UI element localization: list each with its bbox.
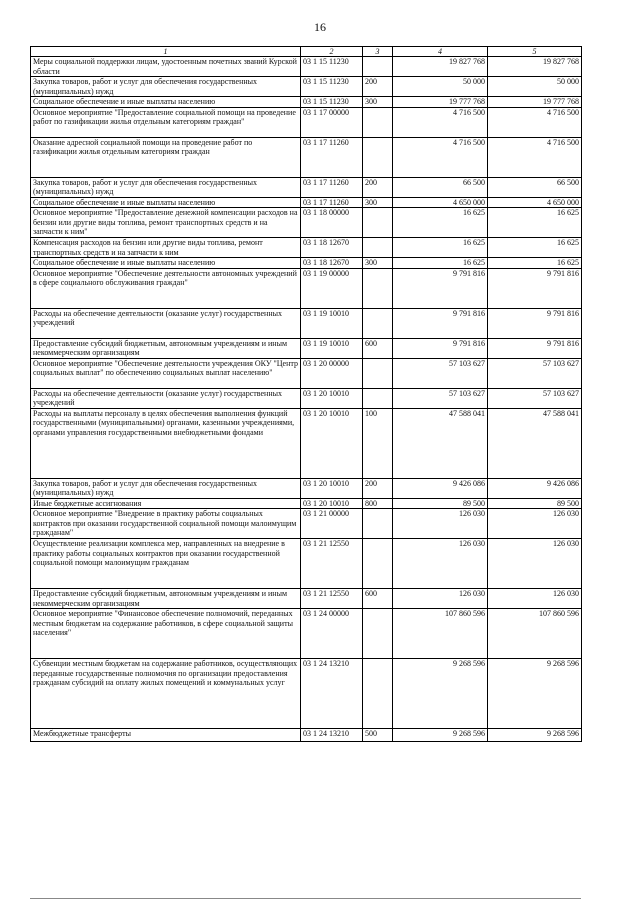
row-expense-type <box>363 388 393 408</box>
row-expense-type: 300 <box>363 97 393 108</box>
table-row <box>31 177 582 197</box>
row-value-year2: 89 500 <box>488 498 582 509</box>
row-value-year2: 126 030 <box>488 509 582 539</box>
row-value-year2: 57 103 627 <box>488 388 582 408</box>
row-value-year2: 4 650 000 <box>488 197 582 208</box>
row-expense-type <box>363 208 393 238</box>
header-col-1: 1 <box>31 47 301 57</box>
row-expense-type: 200 <box>363 478 393 498</box>
row-expense-type <box>363 539 393 589</box>
row-expense-type: 100 <box>363 408 393 478</box>
table-row <box>31 589 582 609</box>
table-row <box>31 258 582 269</box>
row-expense-type <box>363 659 393 729</box>
row-value-year2: 9 426 086 <box>488 478 582 498</box>
row-value-year2: 9 791 816 <box>488 338 582 358</box>
table-row <box>31 509 582 539</box>
row-value-year2: 107 860 596 <box>488 609 582 659</box>
header-col-2: 2 <box>301 47 363 57</box>
row-code: 03 1 17 11260 <box>301 197 363 208</box>
row-value-year2: 19 777 768 <box>488 97 582 108</box>
row-code: 03 1 19 00000 <box>301 268 363 308</box>
table-row <box>31 609 582 659</box>
row-expense-type <box>363 609 393 659</box>
row-name: Расходы на обеспечение деятельности (оказание услуг) государственных учреждений <box>31 388 301 408</box>
table-row <box>31 197 582 208</box>
budget-table <box>30 46 582 742</box>
row-value-year1: 16 625 <box>393 238 488 258</box>
row-value-year1: 16 625 <box>393 208 488 238</box>
table-row <box>31 97 582 108</box>
row-value-year2: 4 716 500 <box>488 137 582 177</box>
row-code: 03 1 24 13210 <box>301 659 363 729</box>
row-expense-type: 500 <box>363 729 393 742</box>
row-value-year2: 126 030 <box>488 589 582 609</box>
row-name: Предоставление субсидий бюджетным, автономным учреждениям и иным некоммерческим организациям <box>31 589 301 609</box>
row-name: Межбюджетные трансферты <box>31 729 301 742</box>
table-row <box>31 238 582 258</box>
bottom-rule <box>30 898 581 899</box>
table-row <box>31 729 582 742</box>
row-expense-type <box>363 137 393 177</box>
row-expense-type <box>363 358 393 388</box>
row-code: 03 1 24 13210 <box>301 729 363 742</box>
row-name: Компенсация расходов на бензин или другие виды топлива, ремонт транспортных средств и на запчасти к ним <box>31 238 301 258</box>
row-value-year1: 4 716 500 <box>393 137 488 177</box>
row-value-year2: 50 000 <box>488 77 582 97</box>
table-row <box>31 338 582 358</box>
row-expense-type <box>363 509 393 539</box>
row-code: 03 1 18 12670 <box>301 238 363 258</box>
header-col-4: 4 <box>393 47 488 57</box>
table-row <box>31 107 582 137</box>
row-value-year2: 16 625 <box>488 258 582 269</box>
row-value-year1: 9 426 086 <box>393 478 488 498</box>
row-value-year2: 16 625 <box>488 208 582 238</box>
row-code: 03 1 20 10010 <box>301 408 363 478</box>
row-code: 03 1 17 00000 <box>301 107 363 137</box>
row-value-year2: 4 716 500 <box>488 107 582 137</box>
table-row <box>31 57 582 77</box>
row-name: Основное мероприятие "Внедрение в практику работы социальных контрактов при оказании государственной социальной помощи малоимущим гражданам" <box>31 509 301 539</box>
row-code: 03 1 17 11260 <box>301 137 363 177</box>
row-value-year1: 19 827 768 <box>393 57 488 77</box>
table-row <box>31 478 582 498</box>
row-expense-type <box>363 107 393 137</box>
row-value-year2: 16 625 <box>488 238 582 258</box>
row-name: Основное мероприятие "Обеспечение деятельности автономных учреждений в сфере социального обслуживания граждан" <box>31 268 301 308</box>
row-name: Социальное обеспечение и иные выплаты населению <box>31 97 301 108</box>
row-expense-type <box>363 57 393 77</box>
table-header-row <box>31 47 582 57</box>
row-name: Расходы на выплаты персоналу в целях обеспечения выполнения функций государственными (муниципальными) органами, казенными учреждениями, органами управления государственными внебюджетными фондами <box>31 408 301 478</box>
row-expense-type <box>363 268 393 308</box>
row-expense-type: 300 <box>363 197 393 208</box>
row-value-year1: 4 650 000 <box>393 197 488 208</box>
row-value-year1: 50 000 <box>393 77 488 97</box>
row-value-year1: 19 777 768 <box>393 97 488 108</box>
row-name: Иные бюджетные ассигнования <box>31 498 301 509</box>
row-name: Социальное обеспечение и иные выплаты населению <box>31 258 301 269</box>
row-value-year1: 126 030 <box>393 589 488 609</box>
row-name: Закупка товаров, работ и услуг для обеспечения государственных (муниципальных) нужд <box>31 77 301 97</box>
row-expense-type: 200 <box>363 77 393 97</box>
row-name: Предоставление субсидий бюджетным, автономным учреждениям и иным некоммерческим организациям <box>31 338 301 358</box>
row-value-year1: 126 030 <box>393 509 488 539</box>
row-code: 03 1 18 00000 <box>301 208 363 238</box>
row-code: 03 1 21 12550 <box>301 539 363 589</box>
row-code: 03 1 19 10010 <box>301 338 363 358</box>
row-value-year2: 66 500 <box>488 177 582 197</box>
table-row <box>31 358 582 388</box>
row-expense-type: 800 <box>363 498 393 509</box>
row-value-year1: 57 103 627 <box>393 388 488 408</box>
table-row <box>31 268 582 308</box>
row-code: 03 1 20 10010 <box>301 498 363 509</box>
row-value-year1: 47 588 041 <box>393 408 488 478</box>
row-value-year2: 9 268 596 <box>488 659 582 729</box>
table-row <box>31 498 582 509</box>
row-code: 03 1 20 10010 <box>301 388 363 408</box>
row-name: Меры социальной поддержки лицам, удостоенным почетных званий Курской области <box>31 57 301 77</box>
row-name: Основное мероприятие "Предоставление социальной помощи на проведение работ по газификации жилья отдельным категориям граждан" <box>31 107 301 137</box>
row-value-year2: 57 103 627 <box>488 358 582 388</box>
row-code: 03 1 15 11230 <box>301 57 363 77</box>
table-row <box>31 77 582 97</box>
row-expense-type: 300 <box>363 258 393 269</box>
row-value-year1: 4 716 500 <box>393 107 488 137</box>
row-expense-type: 600 <box>363 589 393 609</box>
row-name: Социальное обеспечение и иные выплаты населению <box>31 197 301 208</box>
row-code: 03 1 18 12670 <box>301 258 363 269</box>
page-number: 16 <box>314 20 326 34</box>
row-name: Закупка товаров, работ и услуг для обеспечения государственных (муниципальных) нужд <box>31 478 301 498</box>
row-code: 03 1 20 10010 <box>301 478 363 498</box>
table-row <box>31 539 582 589</box>
row-name: Основное мероприятие "Обеспечение деятельности учреждения ОКУ "Центр социальных выплат" по обеспечению социальных выплат населению" <box>31 358 301 388</box>
row-code: 03 1 15 11230 <box>301 77 363 97</box>
row-value-year1: 89 500 <box>393 498 488 509</box>
row-expense-type: 600 <box>363 338 393 358</box>
row-value-year2: 9 268 596 <box>488 729 582 742</box>
row-expense-type: 200 <box>363 177 393 197</box>
table-row <box>31 308 582 338</box>
table-row <box>31 408 582 478</box>
row-value-year2: 9 791 816 <box>488 268 582 308</box>
row-code: 03 1 21 00000 <box>301 509 363 539</box>
row-value-year1: 126 030 <box>393 539 488 589</box>
row-value-year1: 9 791 816 <box>393 308 488 338</box>
row-value-year1: 57 103 627 <box>393 358 488 388</box>
table-row <box>31 208 582 238</box>
row-value-year2: 47 588 041 <box>488 408 582 478</box>
table-row <box>31 659 582 729</box>
row-name: Оказание адресной социальной помощи на проведение работ по газификации жилья отдельным категориям граждан <box>31 137 301 177</box>
row-code: 03 1 24 00000 <box>301 609 363 659</box>
table-row <box>31 388 582 408</box>
row-name: Основное мероприятие "Финансовое обеспечение полномочий, переданных местным бюджетам на содержание работников, в сфере социальной защиты населения" <box>31 609 301 659</box>
row-value-year1: 107 860 596 <box>393 609 488 659</box>
row-name: Осуществление реализации комплекса мер, направленных на внедрение в практику работы социальных контрактов при оказании государственной социальной помощи малоимущим гражданам <box>31 539 301 589</box>
row-value-year1: 9 268 596 <box>393 659 488 729</box>
row-value-year2: 9 791 816 <box>488 308 582 338</box>
table-row <box>31 137 582 177</box>
row-name: Субвенции местным бюджетам на содержание работников, осуществляющих переданные государственные полномочия по организации предоставления гражданам субсидий на оплату жилых помещений и коммунальных услуг <box>31 659 301 729</box>
row-value-year1: 9 268 596 <box>393 729 488 742</box>
header-col-5: 5 <box>488 47 582 57</box>
row-value-year1: 66 500 <box>393 177 488 197</box>
row-code: 03 1 20 00000 <box>301 358 363 388</box>
row-code: 03 1 15 11230 <box>301 97 363 108</box>
row-value-year1: 9 791 816 <box>393 268 488 308</box>
row-name: Основное мероприятие "Предоставление денежной компенсации расходов на бензин или другие виды топлива, ремонт транспортных средств и на запчасти к ним" <box>31 208 301 238</box>
header-col-3: 3 <box>363 47 393 57</box>
row-value-year2: 126 030 <box>488 539 582 589</box>
row-code: 03 1 21 12550 <box>301 589 363 609</box>
row-value-year1: 16 625 <box>393 258 488 269</box>
row-code: 03 1 17 11260 <box>301 177 363 197</box>
row-expense-type <box>363 238 393 258</box>
row-expense-type <box>363 308 393 338</box>
row-code: 03 1 19 10010 <box>301 308 363 338</box>
row-name: Расходы на обеспечение деятельности (оказание услуг) государственных учреждений <box>31 308 301 338</box>
row-value-year1: 9 791 816 <box>393 338 488 358</box>
row-value-year2: 19 827 768 <box>488 57 582 77</box>
row-name: Закупка товаров, работ и услуг для обеспечения государственных (муниципальных) нужд <box>31 177 301 197</box>
